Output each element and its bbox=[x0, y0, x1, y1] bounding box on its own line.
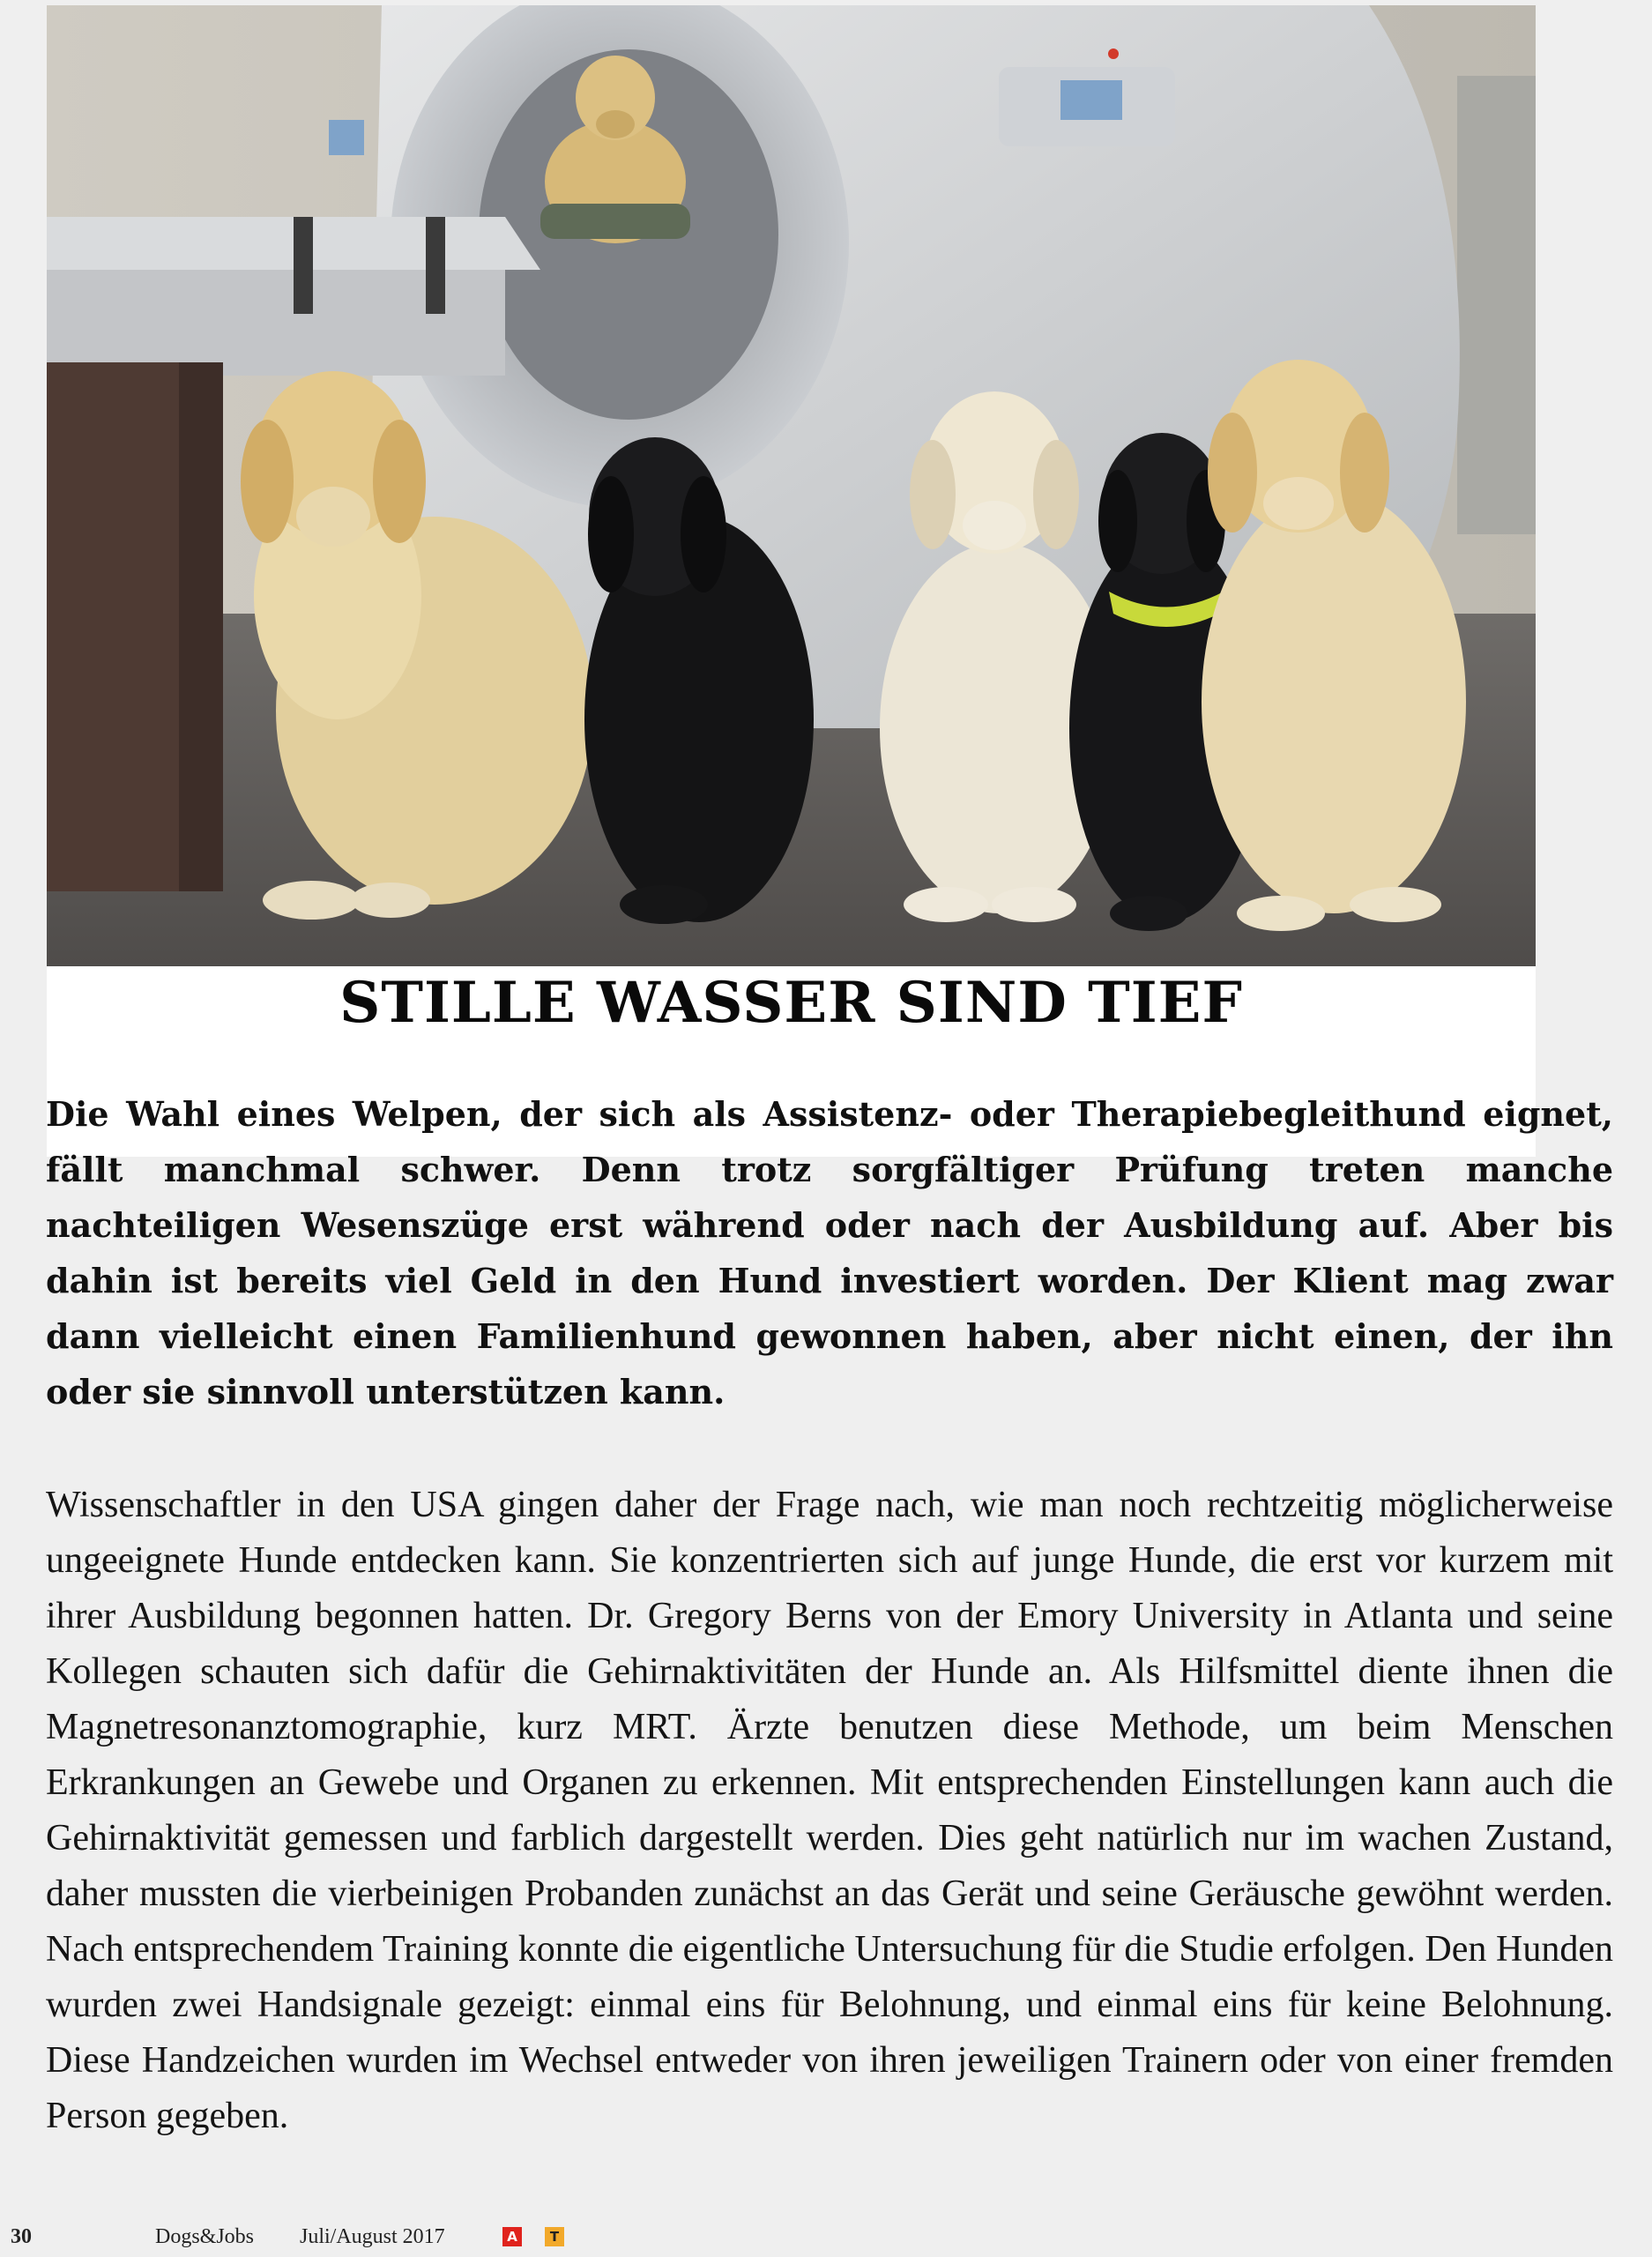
article-lead-paragraph: Die Wahl eines Welpen, der sich als Assistenz- oder Therapiebegleithund eignet, fällt manchmal schwer. Denn trotz sorgfältiger Prüfung treten manche nachteiligen Wesenszüge erst während oder nach der Ausbildung auf. Aber bis dahin ist bereits viel Geld in den Hund investiert worden. Der Klient mag zwar dann vielleicht einen Familienhund gewonnen haben, aber nicht einen, der ihn oder sie sinnvoll unterstützen kann. bbox=[46, 1094, 1613, 1412]
author-badge-t: T bbox=[545, 2227, 564, 2246]
mri-table-strap-2 bbox=[426, 217, 445, 314]
article-photo bbox=[47, 5, 1536, 966]
author-badge-a: A bbox=[502, 2227, 522, 2246]
mri-table-strap bbox=[294, 217, 313, 314]
page-footer bbox=[0, 2223, 1652, 2250]
page-number: 30 bbox=[11, 2225, 32, 2248]
article-headline: STILLE WASSER SIND TIEF bbox=[339, 970, 1243, 1036]
article-body-paragraph: Wissenschaftler in den USA gingen daher der Frage nach, wie man noch rechtzeitig möglicherweise ungeeignete Hunde entdecken kann. Sie konzentrierten sich auf junge Hunde, die erst vor kurzem mit ihrer Ausbildung begonnen hatten. Dr. Gregory Berns von der Emory University in Atlanta und seine Kollegen schauten sich dafür die Gehirnaktivitäten der Hunde an. Als Hilfsmittel diente ihnen die Magnetresonanztomographie, kurz MRT. Ärzte benutzen diese Methode, um beim Menschen Erkrankungen an Gewebe und Organen zu erkennen. Mit entsprechenden Einstellungen kann auch die Gehirnaktivität gemessen und farblich dargestellt werden. Dies geht natürlich nur im wachen Zustand, daher mussten die vierbeinigen Probanden zunächst an das Gerät und seine Geräusche gewöhnt werden. Nach entsprechendem Training konnte die eigentliche Untersuchung für die Studie erfolgen. Den Hunden wurden zwei Handsignale gezeigt: einmal eins für Belohnung, und einmal eins für keine Belohnung. Diese Handzeichen wurden im Wechsel entweder von ihren jeweiligen Trainern oder von einer fremden Person gegeben. bbox=[46, 1485, 1613, 2136]
issue-date: Juli/August 2017 bbox=[300, 2225, 445, 2248]
mri-display-left bbox=[329, 120, 364, 155]
mri-indicator bbox=[1108, 48, 1119, 59]
cabinet-shade bbox=[179, 362, 223, 891]
magazine-name: Dogs&Jobs bbox=[155, 2225, 255, 2248]
mri-display bbox=[1060, 80, 1122, 120]
photo-wall-panel bbox=[1457, 76, 1536, 534]
